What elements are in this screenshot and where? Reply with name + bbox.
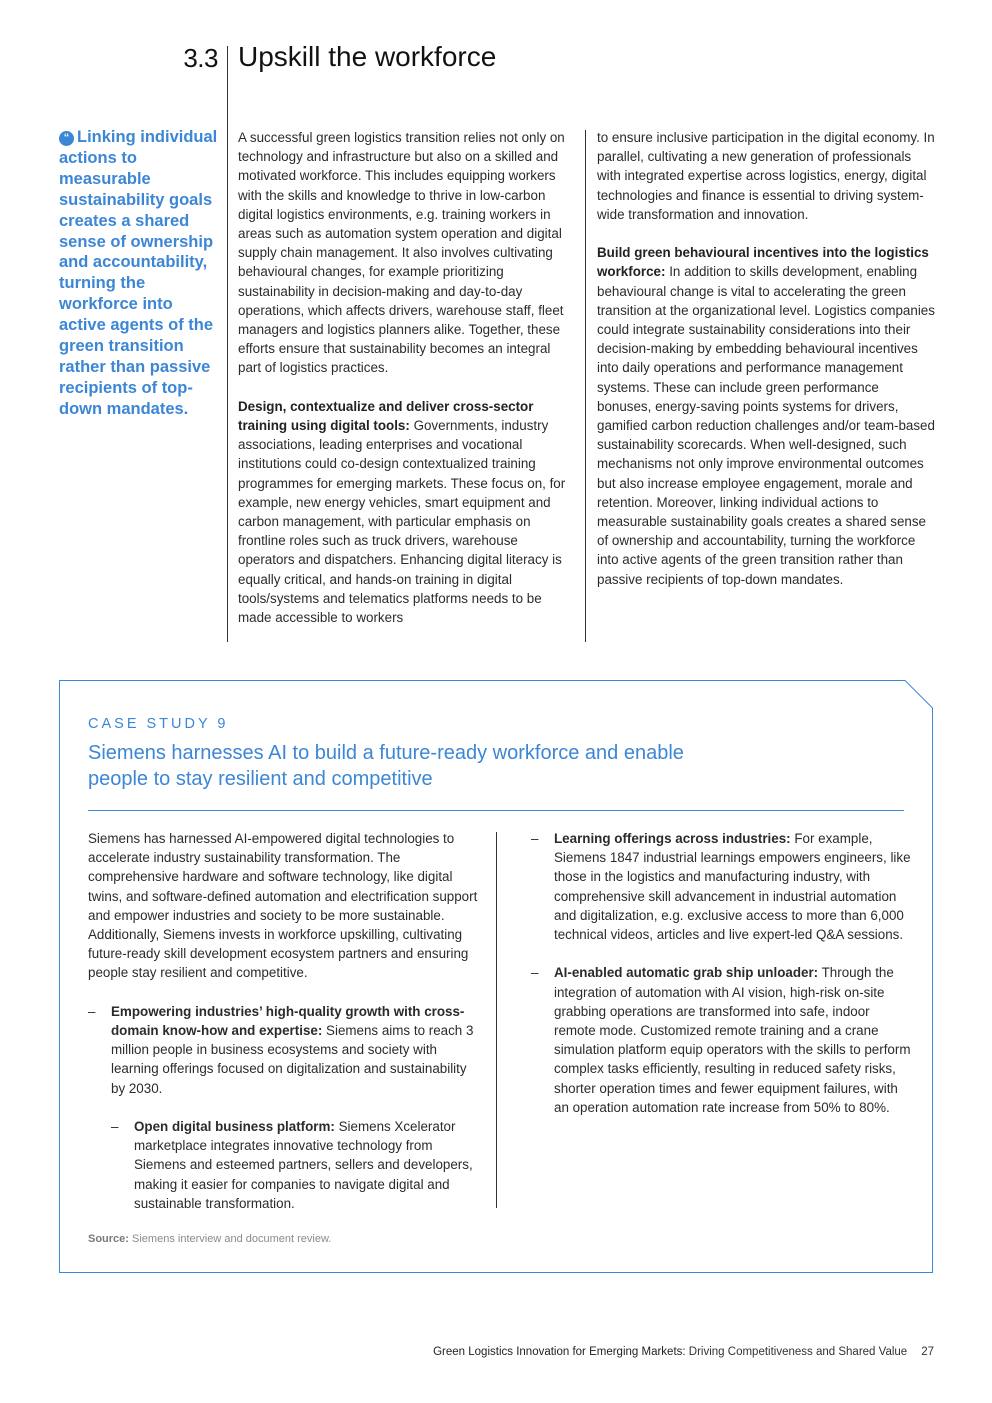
footer-title-bold: Green Logistics Innovation for Emerging Markets: — [433, 1346, 686, 1358]
paragraph-text: Governments, industry associations, leading enterprises and vocational institutions could co-design contextualized training programmes for emerging markets. These focus on, for example, new energy vehicles, smart equipment and carbon management, with particular emphasis on frontline roles such as truck drivers, warehouse operators and dispatchers. Enhancing digital literacy is equally critical, and hands-on training in digital tools/systems and telematics platforms needs to be made accessible to workers — [238, 418, 566, 626]
case-study-column-2 — [531, 829, 911, 1136]
bullet-text: For example, Siemens 1847 industrial learnings empowers engineers, like those in the logistics and manufacturing industry, with comprehensive skill advancement in industrial automation and digitalization, e.g. exclusive access to more than 6,000 technical videos, articles and live expert-led Q&A sessions. — [554, 831, 911, 943]
bullet-dash: – — [531, 831, 539, 846]
bullet-heading: Empowering industries’ high-quality growth with cross-domain know-how and expertise: — [111, 1003, 465, 1039]
source-note — [88, 1233, 331, 1245]
list-item — [88, 1002, 484, 1098]
bullet-heading: Open digital business platform: — [134, 1119, 335, 1135]
footer-title-rest: Driving Competitiveness and Shared Value — [685, 1346, 908, 1358]
body-paragraph: to ensure inclusive participation in the digital economy. In parallel, cultivating a new generation of professionals with integrated expertise across logistics, energy, digital technologies and finance is essential to driving system-wide transformation and innovation. — [597, 130, 935, 222]
case-study-column-1 — [88, 829, 484, 1232]
paragraph-heading: Design, contextualize and deliver cross-sector training using digital tools: — [238, 398, 534, 434]
list-item — [531, 829, 911, 944]
pull-quote — [59, 127, 219, 420]
column-divider — [585, 130, 586, 642]
list-item — [531, 963, 911, 1117]
bullet-dash: – — [111, 1119, 119, 1135]
page-number: 27 — [921, 1346, 934, 1358]
body-paragraph — [597, 243, 935, 589]
pull-quote-text: Linking individual actions to measurable sustainability goals creates a shared sense of ownership and accountability, turning the workforce into active agents of the green transition rather than passive recipients of top-down mandates. — [59, 128, 218, 418]
section-title: Upskill the workforce — [238, 41, 497, 72]
body-column-1 — [238, 128, 576, 646]
quote-icon: “ — [59, 131, 74, 146]
case-study-label: CASE STUDY 9 — [88, 716, 229, 732]
paragraph-text: In addition to skills development, enabling behavioural change is vital to accelerating the green transition at the organizational level. Logistics companies could integrate sustainability considerations into their decision-making by embedding behavioural incentives into daily operations and performance management systems. These can include green performance bonuses, energy-saving points systems for drivers, gamified carbon reduction challenges and/or team-based sustainability scorecards. When well-designed, such mechanisms not only improve environmental outcomes but also increase employee engagement, morale and retention. Moreover, linking individual actions to measurable sustainability goals creates a shared sense of ownership and accountability, turning the workforce into active agents of the green transition rather than passive recipients of top-down mandates. — [597, 264, 935, 587]
bullet-heading: AI-enabled automatic grab ship unloader: — [554, 965, 819, 981]
list-item — [111, 1117, 484, 1213]
bullet-text: Siemens Xcelerator marketplace integrates innovative technology from Siemens and esteemed partners, sellers and developers, making it easier for companies to navigate digital and sustainable transformation. — [134, 1119, 473, 1211]
bullet-text: Siemens aims to reach 3 million people in business ecosystems and society with learning offerings focused on digitalization and sustainability by 2030. — [111, 1023, 474, 1096]
bullet-heading: Learning offerings across industries: — [554, 831, 791, 846]
case-column-divider — [496, 832, 497, 1208]
body-column-2 — [597, 128, 935, 608]
paragraph-heading: Build green behavioural incentives into the logistics workforce: — [597, 245, 929, 280]
body-paragraph — [238, 397, 576, 627]
page-footer — [433, 1346, 934, 1358]
case-study-rule — [88, 810, 904, 811]
bullet-dash: – — [88, 1003, 96, 1019]
bullet-text: Through the integration of automation with AI vision, high-risk on-site grabbing operations are transformed into safe, indoor remote mode. Customized remote training and a crane simulation platform equip operators with the skills to perform complex tasks efficiently, resulting in reduced safety risks, shorter operation times and fewer equipment failures, with an operation automation rate increase from 50% to 80%. — [554, 965, 911, 1115]
section-number: 3.3 — [183, 43, 218, 73]
source-label: Source: — [88, 1233, 129, 1245]
case-study-title: Siemens harnesses AI to build a future-ready workforce and enable people to stay resilient and competitive — [88, 742, 684, 790]
body-paragraph: A successful green logistics transition relies not only on technology and infrastructure but also on a skilled and motivated workforce. This includes equipping workers with the skills and knowledge to thrive in low-carbon digital logistics environments, e.g. training workers in areas such as automation system operation and digital supply chain management. It also involves cultivating behavioural changes, for example prioritizing sustainability in decision-making and day-to-day operations, which affects drivers, warehouse staff, fleet managers and logistics planners alike. Together, these efforts ensure that sustainability becomes an integral part of logistics practices. — [238, 130, 565, 376]
section-divider — [227, 46, 228, 642]
bullet-dash: – — [531, 965, 539, 981]
source-text: Siemens interview and document review. — [128, 1233, 332, 1245]
case-study-intro: Siemens has harnessed AI-empowered digital technologies to accelerate industry sustainability transformation. The comprehensive hardware and software technology, like digital twins, and software-defined automation and electrification support and empower industries and society to be more sustainable. Additionally, Siemens invests in workforce upskilling, cultivating future-ready skill development ecosystem partners and ensuring people stay resilient and competitive. — [88, 831, 478, 981]
